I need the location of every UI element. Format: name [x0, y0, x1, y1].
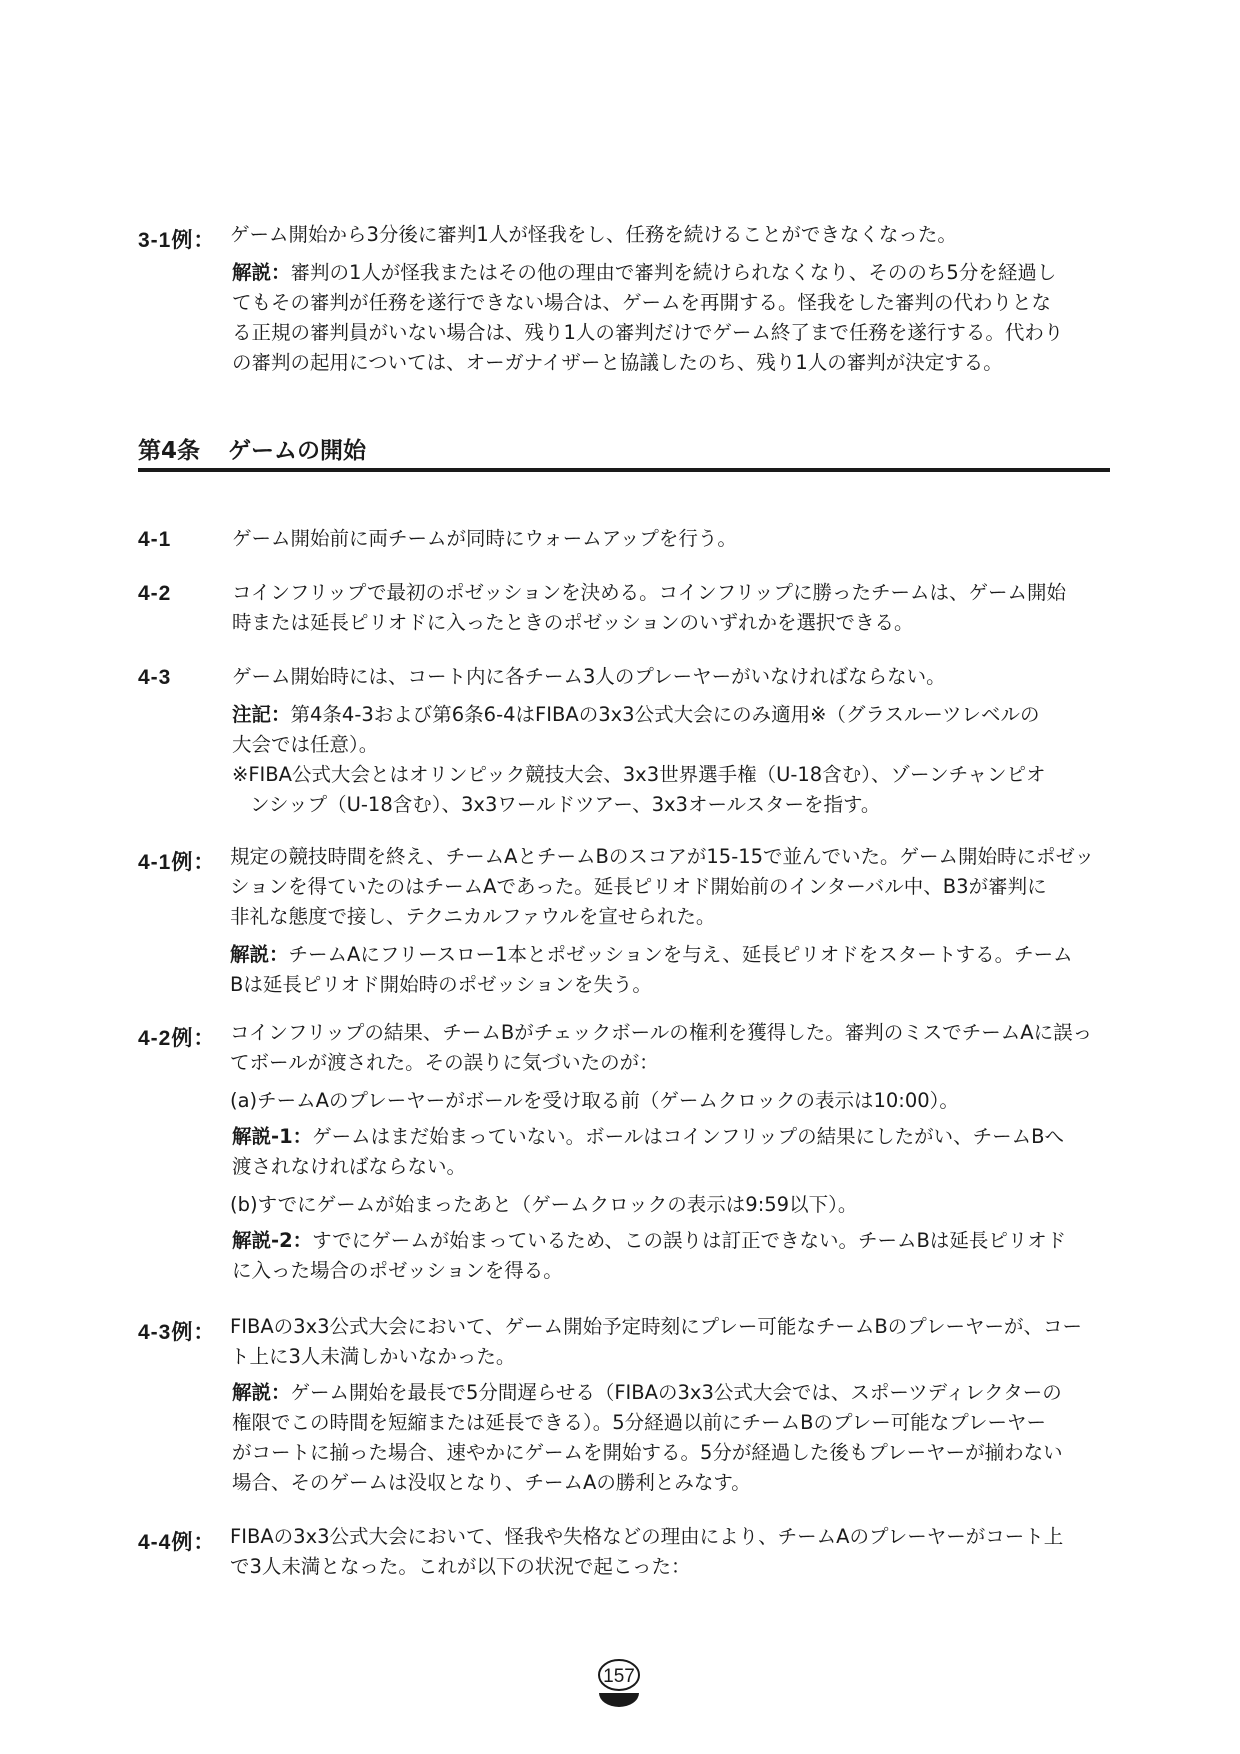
page-number-badge — [597, 1657, 641, 1711]
example-label-3-1: 3-1例： — [138, 229, 216, 252]
page-number: 157 — [603, 1666, 635, 1687]
note-label: 解説-1： — [232, 1125, 313, 1148]
note-line: 権限でこの時間を短縮または延長できる）。5分経過以前にチームBのプレー可能なプレーヤー — [232, 1411, 1046, 1434]
note-line: 審判の1人が怪我またはその他の理由で審判を続けられなくなり、そののち5分を経過し — [290, 261, 1057, 284]
note-line: 第4条4-3および第6条6-4はFIBAの3x3公式大会にのみ適用※（グラスルーツレベルの — [290, 703, 1040, 726]
rule-line: ゲーム開始前に両チームが同時にウォームアップを行う。 — [232, 527, 737, 550]
rule-line: 時または延長ピリオドに入ったときのポゼッションのいずれかを選択できる。 — [232, 611, 914, 634]
rule-label-4-3: 4-3 — [138, 666, 172, 689]
asterisk-line: ※FIBA公式大会とはオリンピック競技大会、3x3世界選手権（U-18含む）、ゾーンチャンピオ — [232, 763, 1046, 786]
note-line: る正規の審判員がいない場合は、残り1人の審判だけでゲーム終了まで任務を遂行する。代わり — [232, 321, 1064, 344]
example-label-4-4: 4-4例： — [138, 1531, 216, 1554]
example-note-3-1 — [232, 258, 1063, 378]
rule-text-4-3 — [232, 662, 946, 692]
note-label: 解説： — [230, 943, 289, 966]
asterisk-line: ンシップ（U-18含む）、3x3ワールドツアー、3x3オールスターを指す。 — [250, 793, 881, 816]
note-line: すでにゲームが始まっているため、この誤りは訂正できない。チームBは延長ピリオド — [312, 1229, 1067, 1252]
example-text-4-3 — [230, 1312, 1082, 1372]
heading-rule — [138, 468, 1110, 472]
rule-text-4-1 — [232, 524, 737, 554]
note-label: 解説： — [232, 261, 291, 284]
note-line: の審判の起用については、オーガナイザーと協議したのち、残り1人の審判が決定する。 — [232, 351, 1003, 374]
example-label-4-3: 4-3例： — [138, 1321, 216, 1344]
case-b: (b)すでにゲームが始まったあと（ゲームクロックの表示は9:59以下）。 — [230, 1193, 858, 1216]
example-note-4-2-2 — [232, 1226, 1066, 1286]
example-line: 非礼な態度で接し、テクニカルファウルを宣せられた。 — [230, 905, 716, 928]
page-number-cap — [599, 1693, 639, 1707]
rule-line: コインフリップで最初のポゼッションを決める。コインフリップに勝ったチームは、ゲーム開始 — [232, 581, 1067, 604]
note-label: 解説-2： — [232, 1229, 313, 1252]
note-line: に入った場合のポゼッションを得る。 — [232, 1259, 563, 1282]
note-line: 渡されなければならない。 — [232, 1155, 467, 1178]
example-text-3-1: ゲーム開始から3分後に審判1人が怪我をし、任務を続けることができなくなった。 — [230, 223, 957, 246]
example-line: コインフリップの結果、チームBがチェックボールの権利を獲得した。審判のミスでチームAに誤っ — [230, 1021, 1093, 1044]
example-line: で3人未満となった。これが以下の状況で起こった： — [230, 1555, 691, 1578]
note-line: がコートに揃った場合、速やかにゲームを開始する。5分が経過した後もプレーヤーが揃わない — [232, 1441, 1063, 1464]
example-line: ションを得ていたのはチームAであった。延長ピリオド開始前のインターバル中、B3が審判に — [230, 875, 1047, 898]
example-line: 規定の競技時間を終え、チームAとチームBのスコアが15-15で並んでいた。ゲーム開始時にポゼッ — [230, 845, 1095, 868]
example-line: てボールが渡された。その誤りに気づいたのが： — [230, 1051, 659, 1074]
note-line: 場合、そのゲームは没収となり、チームAの勝利とみなす。 — [232, 1471, 751, 1494]
example-note-4-2-1 — [232, 1122, 1064, 1182]
example-note-4-1 — [230, 940, 1073, 1000]
note-label: 解説： — [232, 1381, 291, 1404]
example-note-4-3 — [232, 1378, 1063, 1498]
example-text-4-4 — [230, 1522, 1063, 1582]
rule-line: ゲーム開始時には、コート内に各チーム3人のプレーヤーがいなければならない。 — [232, 665, 946, 688]
example-label-4-2: 4-2例： — [138, 1027, 216, 1050]
rule-label-4-2: 4-2 — [138, 582, 172, 605]
note-line: ゲーム開始を最長で5分間遅らせる（FIBAの3x3公式大会では、スポーツディレクターの — [290, 1381, 1062, 1404]
rule-note-4-3 — [232, 700, 1046, 820]
note-line: 大会では任意）。 — [232, 733, 379, 756]
example-text-4-2 — [230, 1018, 1092, 1078]
rule-label-4-1: 4-1 — [138, 528, 172, 551]
example-label-4-1: 4-1例： — [138, 851, 216, 874]
article-title: ゲームの開始 — [228, 438, 367, 464]
example-line: FIBAの3x3公式大会において、怪我や失格などの理由により、チームAのプレーヤーがコート上 — [230, 1525, 1064, 1548]
note-line: チームAにフリースロー1本とポゼッションを与え、延長ピリオドをスタートする。チーム — [288, 943, 1073, 966]
example-text-4-1 — [230, 842, 1094, 932]
note-label: 注記： — [232, 703, 291, 726]
example-line: FIBAの3x3公式大会において、ゲーム開始予定時刻にプレー可能なチームBのプレーヤーが、コー — [230, 1315, 1082, 1338]
article-heading — [138, 432, 366, 465]
case-a: (a)チームAのプレーヤーがボールを受け取る前（ゲームクロックの表示は10:00）。 — [230, 1089, 959, 1112]
note-line: ゲームはまだ始まっていない。ボールはコインフリップの結果にしたがい、チームBへ — [312, 1125, 1065, 1148]
note-line: てもその審判が任務を遂行できない場合は、ゲームを再開する。怪我をした審判の代わりとな — [232, 291, 1052, 314]
note-line: Bは延長ピリオド開始時のポゼッションを失う。 — [230, 973, 652, 996]
rule-text-4-2 — [232, 578, 1066, 638]
example-line: ト上に3人未満しかいなかった。 — [230, 1345, 516, 1368]
article-number: 第4条 — [138, 438, 201, 464]
